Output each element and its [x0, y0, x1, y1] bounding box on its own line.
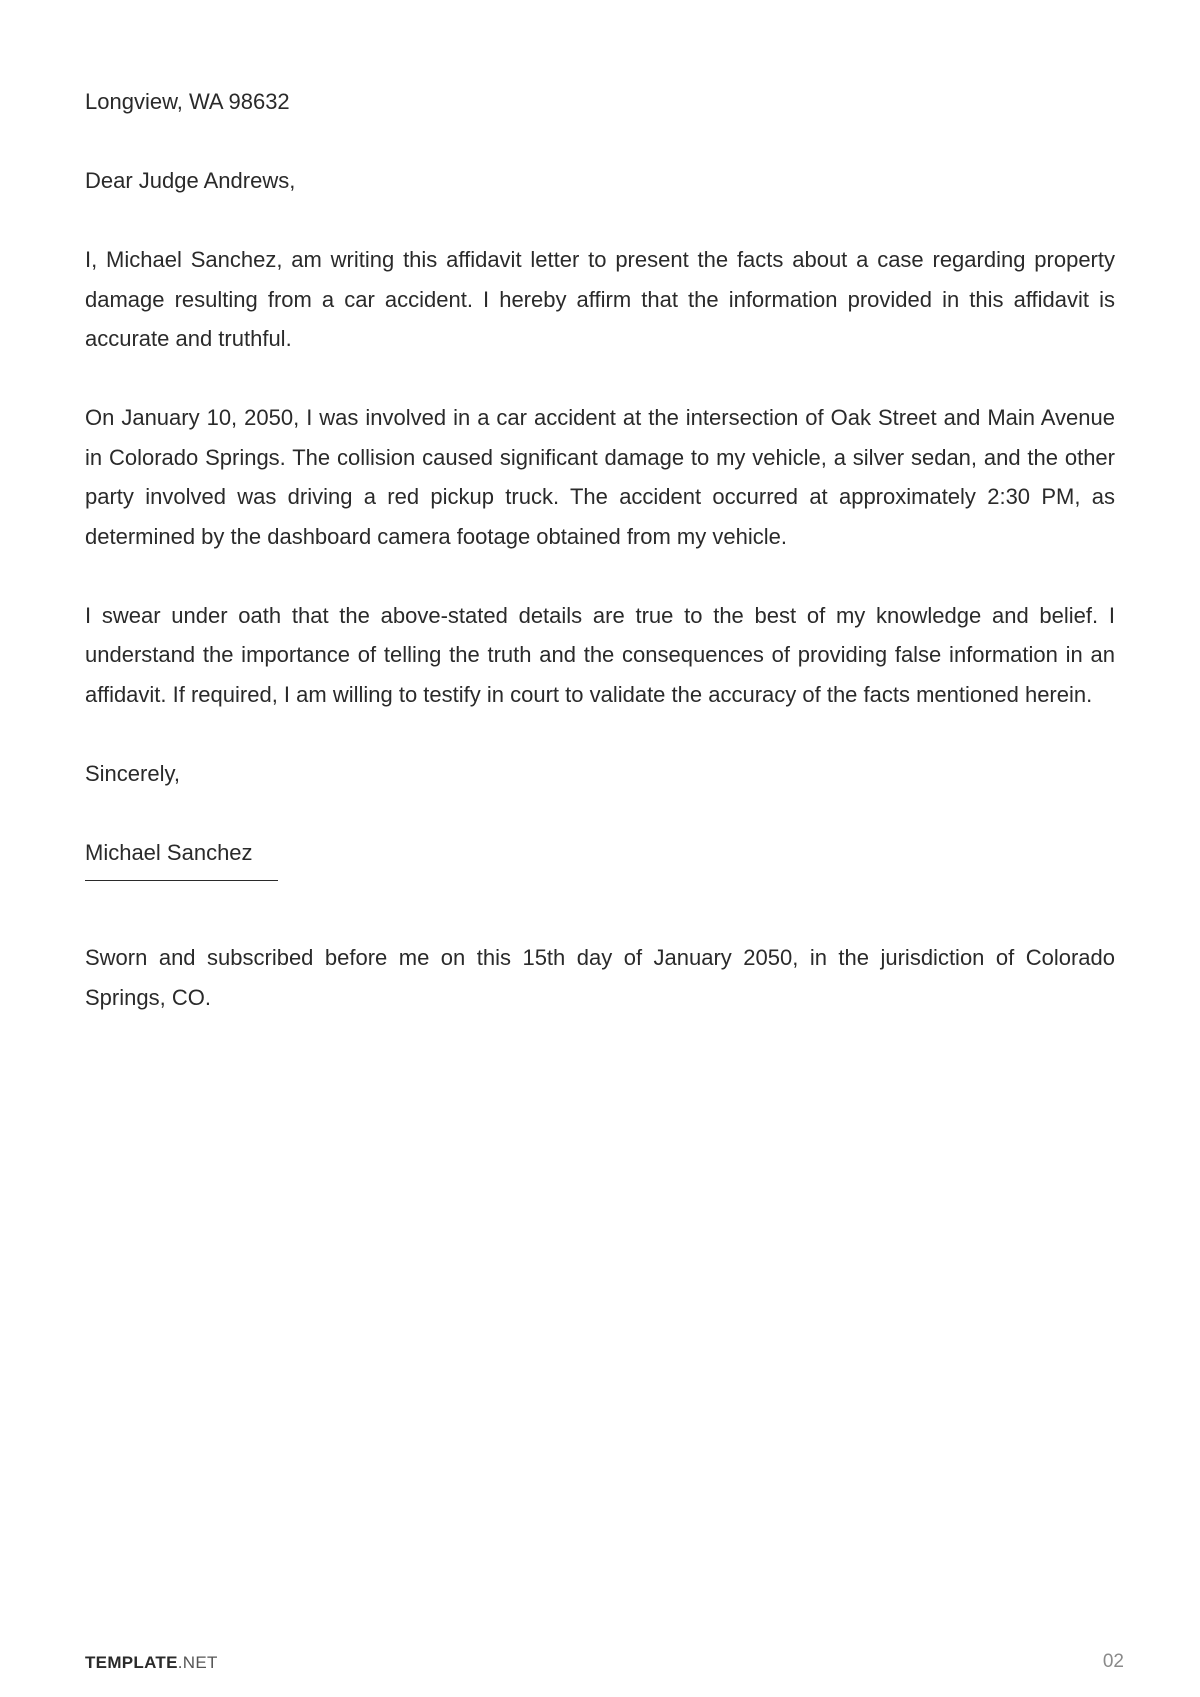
- paragraph-accident-details: On January 10, 2050, I was involved in a car accident at the intersection of Oak Street and Main Avenue in Colorado Springs. The collision caused significant damage to my vehicle, a silver sedan, and the other party involved was driving a red pickup truck. The accident occurred at approximately 2:30 PM, as determined by the dashboard camera footage obtained from my vehicle.: [85, 405, 1115, 549]
- address-line: Longview, WA 98632: [85, 89, 290, 114]
- page-number: 02: [1102, 1651, 1124, 1672]
- letter-body: [85, 82, 1115, 1017]
- brand-logo-bold: TEMPLATE: [85, 1653, 178, 1672]
- brand-logo: [85, 1653, 218, 1673]
- notary-statement: Sworn and subscribed before me on this 15th day of January 2050, in the jurisdiction of Colorado Springs, CO.: [85, 945, 1115, 1010]
- salutation: Dear Judge Andrews,: [85, 168, 296, 193]
- signature-line: [85, 880, 278, 881]
- paragraph-oath: I swear under oath that the above-stated details are true to the best of my knowledge and belief. I understand the importance of telling the truth and the consequences of providing false information in an affidavit. If required, I am willing to testify in court to validate the accuracy of the facts mentioned herein.: [85, 602, 1115, 707]
- brand-logo-suffix: .NET: [177, 1653, 218, 1672]
- paragraph-intro: I, Michael Sanchez, am writing this affidavit letter to present the facts about a case regarding property damage resulting from a car accident. I hereby affirm that the information provided in this affidavit is accurate and truthful.: [85, 247, 1115, 351]
- closing: Sincerely,: [85, 760, 180, 786]
- signature-name: Michael Sanchez: [85, 839, 253, 865]
